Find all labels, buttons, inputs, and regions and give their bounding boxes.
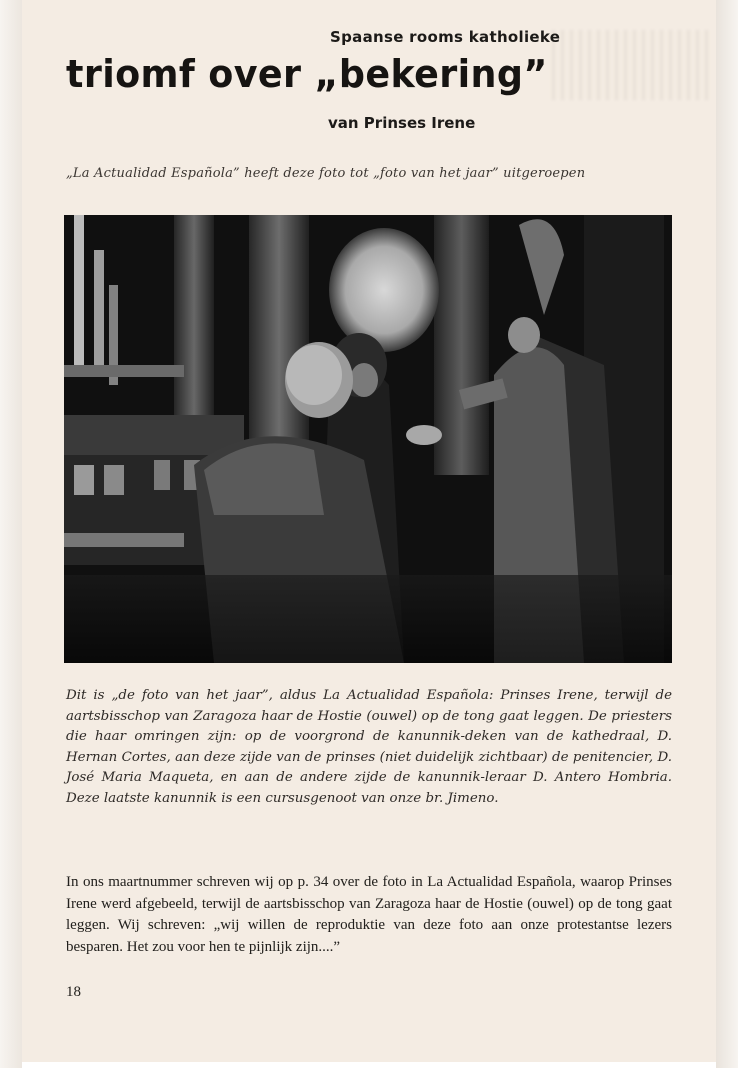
article-photo <box>64 215 672 663</box>
scan-right-margin <box>716 0 738 1068</box>
show-through-texture <box>552 30 712 100</box>
article-subhead: van Prinses Irene <box>328 114 476 132</box>
photo-caption: Dit is „de foto van het jaar”, aldus La Actualidad Española: Prinses Irene, terwijl de aartsbisschop van Zaragoza haar de Hostie (ouwel) op de tong gaat leggen. De priesters die haar omringen zijn: op de voorgrond de kanunnik-deken van de kathedraal, D. Hernan Cortes, aan deze zijde van de prinses (niet duidelijk zichtbaar) de penitencier, D. José Maria Maqueta, en aan de andere zijde de kanunnik-leraar D. Antero Hombria. Deze laatste kanunnik is een cursusgenoot van onze br. Jimeno. <box>66 688 672 806</box>
article-headline: triomf over „bekering” <box>66 52 548 96</box>
photo-illustration <box>64 215 672 663</box>
scan-left-margin <box>0 0 22 1068</box>
page-number: 18 <box>66 984 81 1000</box>
photo-credit-line: „La Actualidad Española” heeft deze foto tot „foto van het jaar” uitgeroepen <box>66 166 586 181</box>
article-body: In ons maartnummer schreven wij op p. 34 over de foto in La Actualidad Española, waarop Prinses Irene werd afgebeeld, terwijl de aartsbisschop van Zaragoza haar de Hostie (ouwel) op de tong gaat leggen. Wij schreven: „wij willen de reproduktie van deze foto aan onze protestantse lezers besparen. Het zou voor hen te pijnlijk zijn....” <box>66 874 672 955</box>
article-kicker: Spaanse rooms katholieke <box>330 28 561 46</box>
